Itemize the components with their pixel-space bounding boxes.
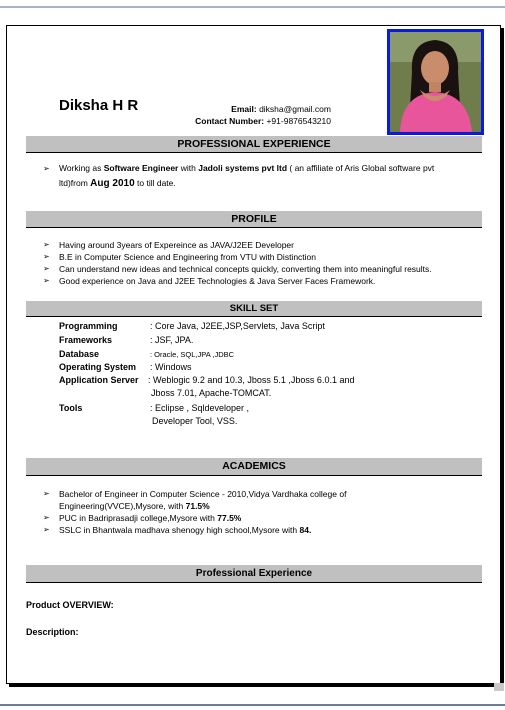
- experience-start-date: Aug 2010: [90, 178, 135, 189]
- list-item: ➢ PUC in Badriprasadji college,Mysore with 77.5%: [43, 513, 242, 523]
- skill-row: Database : Oracle, SQL,JPA ,JDBC: [59, 349, 235, 359]
- bullet-arrow-icon: ➢: [43, 276, 50, 285]
- bullet-arrow-icon: ➢: [43, 164, 50, 173]
- candidate-name: Diksha H R: [59, 97, 139, 114]
- academic-score: 77.5%: [217, 513, 242, 523]
- section-header-professional-experience-2: Professional Experience: [26, 565, 482, 583]
- academic-score: 84.: [299, 525, 312, 535]
- product-overview-label: Product OVERVIEW:: [26, 600, 114, 610]
- description-label: Description:: [26, 627, 79, 637]
- window-top-rule: [0, 6, 505, 8]
- experience-role: Software Engineer: [103, 163, 179, 173]
- bullet-arrow-icon: ➢: [43, 240, 50, 249]
- skill-row: Tools : Eclipse , Sqldeveloper ,: [59, 403, 250, 413]
- profile-photo: [387, 29, 484, 135]
- bullet-arrow-icon: ➢: [43, 513, 50, 522]
- list-item: ➢ Bachelor of Engineer in Computer Science - 2010,Vidya Vardhaka college of Engineering(VVCE),Mysore, with 71.5%: [43, 489, 347, 511]
- section-header-academics: ACADEMICS: [26, 458, 482, 476]
- section-header-professional-experience: PROFESSIONAL EXPERIENCE: [26, 136, 482, 153]
- experience-entry: ➢ Working as Software Engineer with Jadoli systems pvt ltd ( an affiliate of Aris Global software pvt ltd)from Aug 2010 to till date.: [43, 163, 435, 189]
- list-item: ➢ Having around 3years of Expereince as JAVA/J2EE Developer: [43, 240, 294, 250]
- skill-row: Application Server : Weblogic 9.2 and 10.3, Jboss 5.1 ,Jboss 6.0.1 and: [59, 375, 355, 385]
- list-item: ➢ Can understand new ideas and technical concepts quickly, converting them into meaningful results.: [43, 264, 432, 274]
- bullet-arrow-icon: ➢: [43, 264, 50, 273]
- list-item: ➢ Good experience on Java and J2EE Technologies & Java Server Faces Framework.: [43, 276, 376, 286]
- contact-number-value: +91-9876543210: [266, 116, 331, 126]
- academic-score: 71.5%: [185, 501, 210, 511]
- section-header-skill-set: SKILL SET: [26, 301, 482, 317]
- email-value: diksha@gmail.com: [259, 104, 331, 114]
- bullet-arrow-icon: ➢: [43, 489, 50, 498]
- skill-row: Developer Tool, VSS.: [152, 416, 238, 426]
- list-item: ➢ B.E in Computer Science and Engineering from VTU with Distinction: [43, 252, 317, 262]
- list-item: ➢ SSLC in Bhantwala madhava shenogy high school,Mysore with 84.: [43, 525, 312, 535]
- experience-company: Jadoli systems pvt ltd: [198, 163, 288, 173]
- window-bottom-rule: [0, 704, 505, 706]
- section-header-profile: PROFILE: [26, 211, 482, 228]
- skill-row: Jboss 7.01, Apache-TOMCAT.: [151, 388, 272, 398]
- skill-row: Frameworks : JSF, JPA.: [59, 335, 194, 345]
- page-corner: [494, 683, 504, 691]
- contact-block: [183, 103, 331, 127]
- bullet-arrow-icon: ➢: [43, 252, 50, 261]
- contact-number-label: Contact Number:: [195, 116, 265, 126]
- academics-list: [43, 488, 438, 536]
- email-label: Email:: [231, 104, 257, 114]
- resume-page: [6, 25, 501, 684]
- profile-list: [43, 239, 473, 287]
- bullet-arrow-icon: ➢: [43, 525, 50, 534]
- skill-row: Programming : Core Java, J2EE,JSP,Servlets, Java Script: [59, 321, 325, 331]
- skill-row: Operating System : Windows: [59, 362, 192, 372]
